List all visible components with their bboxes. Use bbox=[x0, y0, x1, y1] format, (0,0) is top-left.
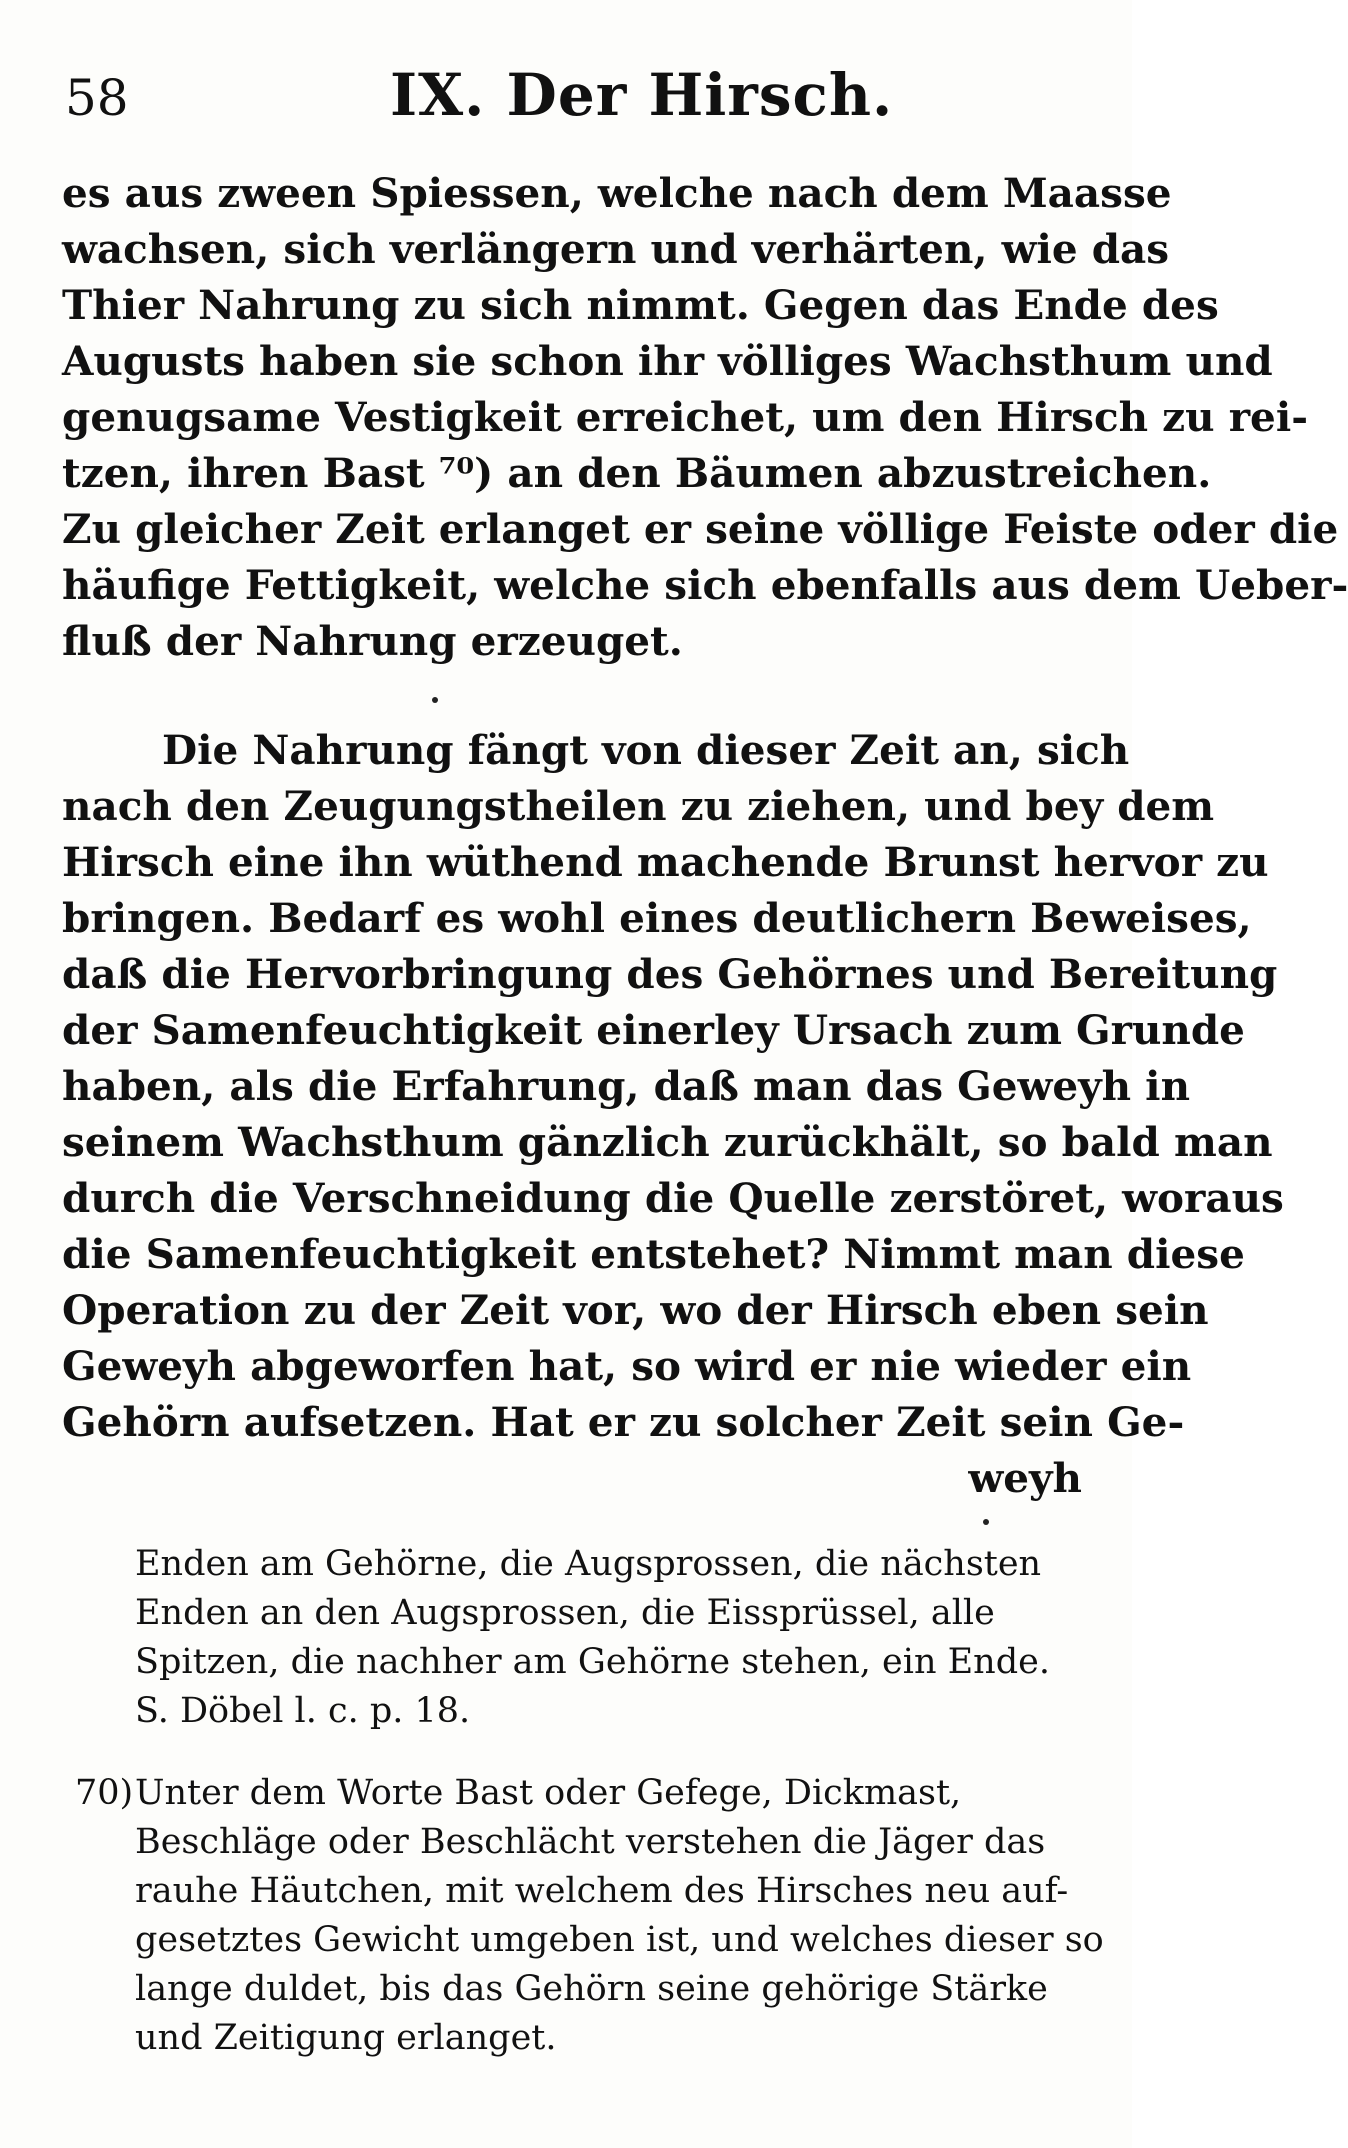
text-line: genugsame Vestigkeit erreichet, um den Hirsch zu rei- bbox=[62, 393, 1309, 441]
text-line: nach den Zeugungstheilen zu ziehen, und bey dem bbox=[62, 782, 1215, 830]
text-line: bringen. Bedarf es wohl eines deutlichern Beweises, bbox=[62, 894, 1252, 942]
page-header bbox=[60, 60, 1070, 140]
paragraph-gap bbox=[62, 669, 1082, 722]
text-line: die Samenfeuchtigkeit entstehet? Nimmt man diese bbox=[62, 1230, 1245, 1278]
footnote-gap bbox=[75, 1736, 1075, 1769]
footnote-line: und Zeitigung erlanget. bbox=[135, 2018, 557, 2058]
paragraph-2 bbox=[62, 722, 1284, 1506]
footnote-line: Unter dem Worte Bast oder Gefege, Dickmast, bbox=[135, 1773, 962, 1813]
text-line: haben, als die Erfahrung, daß man das Geweyh in bbox=[62, 1062, 1191, 1110]
running-head: IX. Der Hirsch. bbox=[390, 61, 894, 129]
footnote-line: S. Döbel l. c. p. 18. bbox=[135, 1691, 471, 1731]
footnote-line: Enden am Gehörne, die Augsprossen, die nächsten bbox=[135, 1544, 1042, 1584]
text-line: seinem Wachsthum gänzlich zurückhält, so bald man bbox=[62, 1118, 1273, 1166]
footnote-line: Enden an den Augsprossen, die Eissprüssel, alle bbox=[135, 1593, 995, 1633]
text-line: Thier Nahrung zu sich nimmt. Gegen das Ende des bbox=[62, 281, 1219, 329]
footnote-marker: 70) bbox=[75, 1773, 134, 1813]
footnote-line: Spitzen, die nachher am Gehörne stehen, ein Ende. bbox=[135, 1642, 1050, 1682]
text-line: der Samenfeuchtigkeit einerley Ursach zum Grunde bbox=[62, 1006, 1245, 1054]
text-line: es aus zween Spiessen, welche nach dem Maasse bbox=[62, 169, 1172, 217]
catchword: weyh bbox=[968, 1454, 1082, 1502]
footnote-line: gesetztes Gewicht umgeben ist, und welches dieser so bbox=[135, 1920, 1104, 1960]
paragraph-1 bbox=[62, 165, 1348, 669]
text-line: daß die Hervorbringung des Gehörnes und Bereitung bbox=[62, 950, 1278, 998]
text-line: durch die Verschneidung die Quelle zerstöret, woraus bbox=[62, 1174, 1284, 1222]
text-line: wachsen, sich verlängern und verhärten, wie das bbox=[62, 225, 1170, 273]
footnotes bbox=[75, 1540, 1104, 2063]
text-line: Geweyh abgeworfen hat, so wird er nie wieder ein bbox=[62, 1342, 1192, 1390]
text-line: tzen, ihren Bast ⁷⁰) an den Bäumen abzustreichen. bbox=[62, 449, 1212, 497]
footnote-line: rauhe Häutchen, mit welchem des Hirsches neu auf- bbox=[135, 1871, 1069, 1911]
footnote-line: lange duldet, bis das Gehörn seine gehörige Stärke bbox=[135, 1969, 1048, 2009]
print-speck bbox=[432, 697, 438, 703]
text-line: häufige Fettigkeit, welche sich ebenfalls aus dem Ueber- bbox=[62, 561, 1348, 609]
text-line: fluß der Nahrung erzeuget. bbox=[62, 617, 683, 665]
print-speck bbox=[983, 1519, 989, 1525]
footnote-continued bbox=[75, 1540, 1075, 1736]
text-line: Gehörn aufsetzen. Hat er zu solcher Zeit sein Ge- bbox=[62, 1398, 1185, 1446]
text-line: Zu gleicher Zeit erlanget er seine völlige Feiste oder die bbox=[62, 505, 1339, 553]
main-text bbox=[62, 165, 1348, 1506]
text-line: Operation zu der Zeit vor, wo der Hirsch eben sein bbox=[62, 1286, 1209, 1334]
footnote-line: Beschläge oder Beschlächt verstehen die Jäger das bbox=[135, 1822, 1046, 1862]
text-line: Hirsch eine ihn wüthend machende Brunst hervor zu bbox=[62, 838, 1269, 886]
footnote-70 bbox=[75, 1769, 1104, 2063]
page-number: 58 bbox=[65, 69, 129, 127]
text-line: Augusts haben sie schon ihr völliges Wachsthum und bbox=[62, 337, 1273, 385]
text-line: Die Nahrung fängt von dieser Zeit an, sich bbox=[162, 726, 1130, 774]
